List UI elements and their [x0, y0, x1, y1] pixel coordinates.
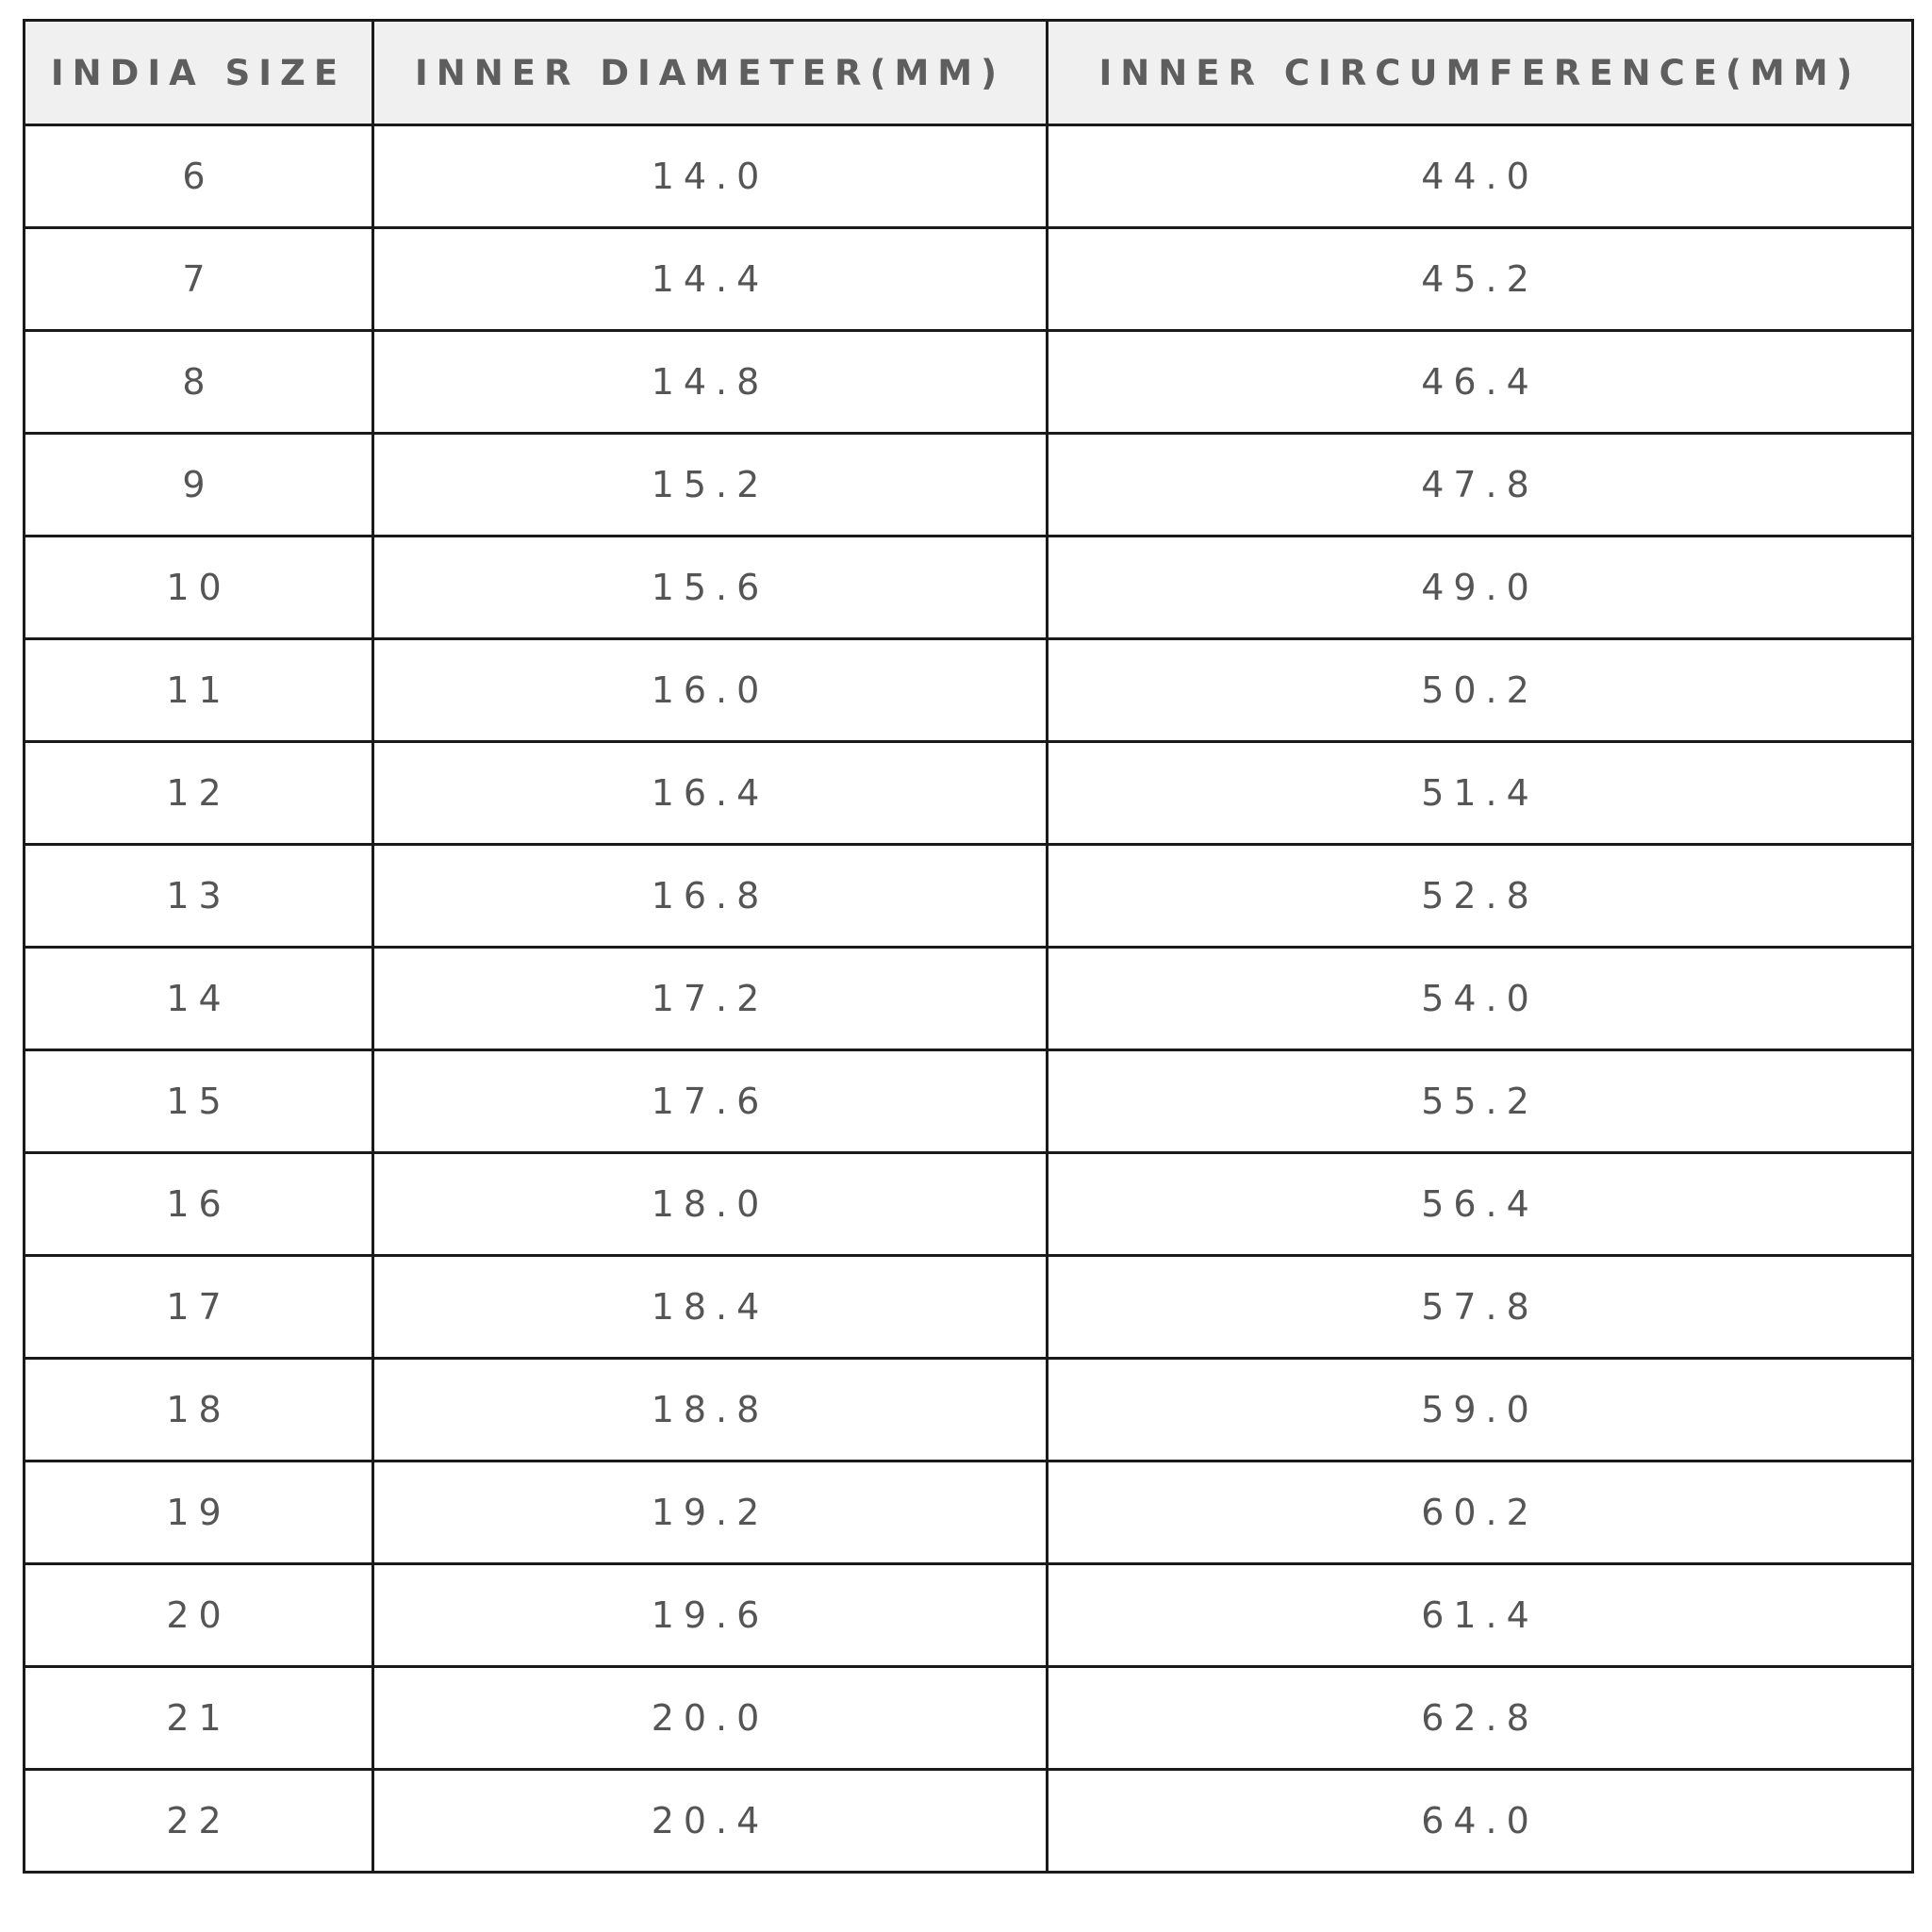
table-row — [25, 125, 1913, 228]
india-size-cell: 12 — [25, 742, 373, 845]
india-size-cell: 20 — [25, 1564, 373, 1667]
ring-size-table — [23, 19, 1914, 1874]
inner-circumference-cell: 47.8 — [1048, 434, 1913, 537]
india-size-cell: 22 — [25, 1770, 373, 1873]
table-row — [25, 1564, 1913, 1667]
india-size-cell: 11 — [25, 639, 373, 742]
inner-circumference-cell: 64.0 — [1048, 1770, 1913, 1873]
table-row — [25, 1256, 1913, 1359]
inner-circumference-cell: 56.4 — [1048, 1153, 1913, 1256]
inner-circumference-cell: 61.4 — [1048, 1564, 1913, 1667]
table-row — [25, 1770, 1913, 1873]
table-row — [25, 537, 1913, 639]
inner-circumference-cell: 52.8 — [1048, 845, 1913, 948]
inner-circumference-cell: 50.2 — [1048, 639, 1913, 742]
header-inner-circumference: INNER CIRCUMFERENCE(MM) — [1048, 21, 1913, 125]
inner-diameter-cell: 17.2 — [373, 948, 1048, 1050]
table-row — [25, 228, 1913, 331]
india-size-cell: 17 — [25, 1256, 373, 1359]
inner-circumference-cell: 46.4 — [1048, 331, 1913, 434]
inner-diameter-cell: 15.6 — [373, 537, 1048, 639]
inner-circumference-cell: 57.8 — [1048, 1256, 1913, 1359]
table-row — [25, 434, 1913, 537]
india-size-cell: 14 — [25, 948, 373, 1050]
table-row — [25, 1050, 1913, 1153]
india-size-cell: 16 — [25, 1153, 373, 1256]
inner-diameter-cell: 16.8 — [373, 845, 1048, 948]
india-size-cell: 21 — [25, 1667, 373, 1770]
table-row — [25, 742, 1913, 845]
table-row — [25, 845, 1913, 948]
inner-circumference-cell: 59.0 — [1048, 1359, 1913, 1461]
inner-diameter-cell: 20.4 — [373, 1770, 1048, 1873]
india-size-cell: 15 — [25, 1050, 373, 1153]
india-size-cell: 18 — [25, 1359, 373, 1461]
header-row — [25, 21, 1913, 125]
table-row — [25, 948, 1913, 1050]
inner-diameter-cell: 14.8 — [373, 331, 1048, 434]
inner-diameter-cell: 14.0 — [373, 125, 1048, 228]
table-header — [25, 21, 1913, 125]
inner-circumference-cell: 60.2 — [1048, 1461, 1913, 1564]
inner-diameter-cell: 15.2 — [373, 434, 1048, 537]
india-size-cell: 8 — [25, 331, 373, 434]
inner-diameter-cell: 18.8 — [373, 1359, 1048, 1461]
table-row — [25, 1153, 1913, 1256]
table-row — [25, 331, 1913, 434]
inner-circumference-cell: 62.8 — [1048, 1667, 1913, 1770]
india-size-cell: 19 — [25, 1461, 373, 1564]
india-size-cell: 6 — [25, 125, 373, 228]
inner-diameter-cell: 18.4 — [373, 1256, 1048, 1359]
inner-circumference-cell: 51.4 — [1048, 742, 1913, 845]
inner-diameter-cell: 19.6 — [373, 1564, 1048, 1667]
inner-diameter-cell: 16.0 — [373, 639, 1048, 742]
table-row — [25, 639, 1913, 742]
inner-diameter-cell: 17.6 — [373, 1050, 1048, 1153]
inner-diameter-cell: 18.0 — [373, 1153, 1048, 1256]
inner-circumference-cell: 44.0 — [1048, 125, 1913, 228]
inner-circumference-cell: 55.2 — [1048, 1050, 1913, 1153]
header-inner-diameter: INNER DIAMETER(MM) — [373, 21, 1048, 125]
inner-circumference-cell: 49.0 — [1048, 537, 1913, 639]
inner-diameter-cell: 14.4 — [373, 228, 1048, 331]
india-size-cell: 13 — [25, 845, 373, 948]
table-row — [25, 1461, 1913, 1564]
india-size-cell: 10 — [25, 537, 373, 639]
inner-diameter-cell: 19.2 — [373, 1461, 1048, 1564]
inner-circumference-cell: 54.0 — [1048, 948, 1913, 1050]
inner-circumference-cell: 45.2 — [1048, 228, 1913, 331]
inner-diameter-cell: 20.0 — [373, 1667, 1048, 1770]
size-chart — [23, 19, 1911, 1874]
india-size-cell: 9 — [25, 434, 373, 537]
india-size-cell: 7 — [25, 228, 373, 331]
table-body — [25, 125, 1913, 1873]
table-row — [25, 1359, 1913, 1461]
inner-diameter-cell: 16.4 — [373, 742, 1048, 845]
table-row — [25, 1667, 1913, 1770]
header-india-size: INDIA SIZE — [25, 21, 373, 125]
